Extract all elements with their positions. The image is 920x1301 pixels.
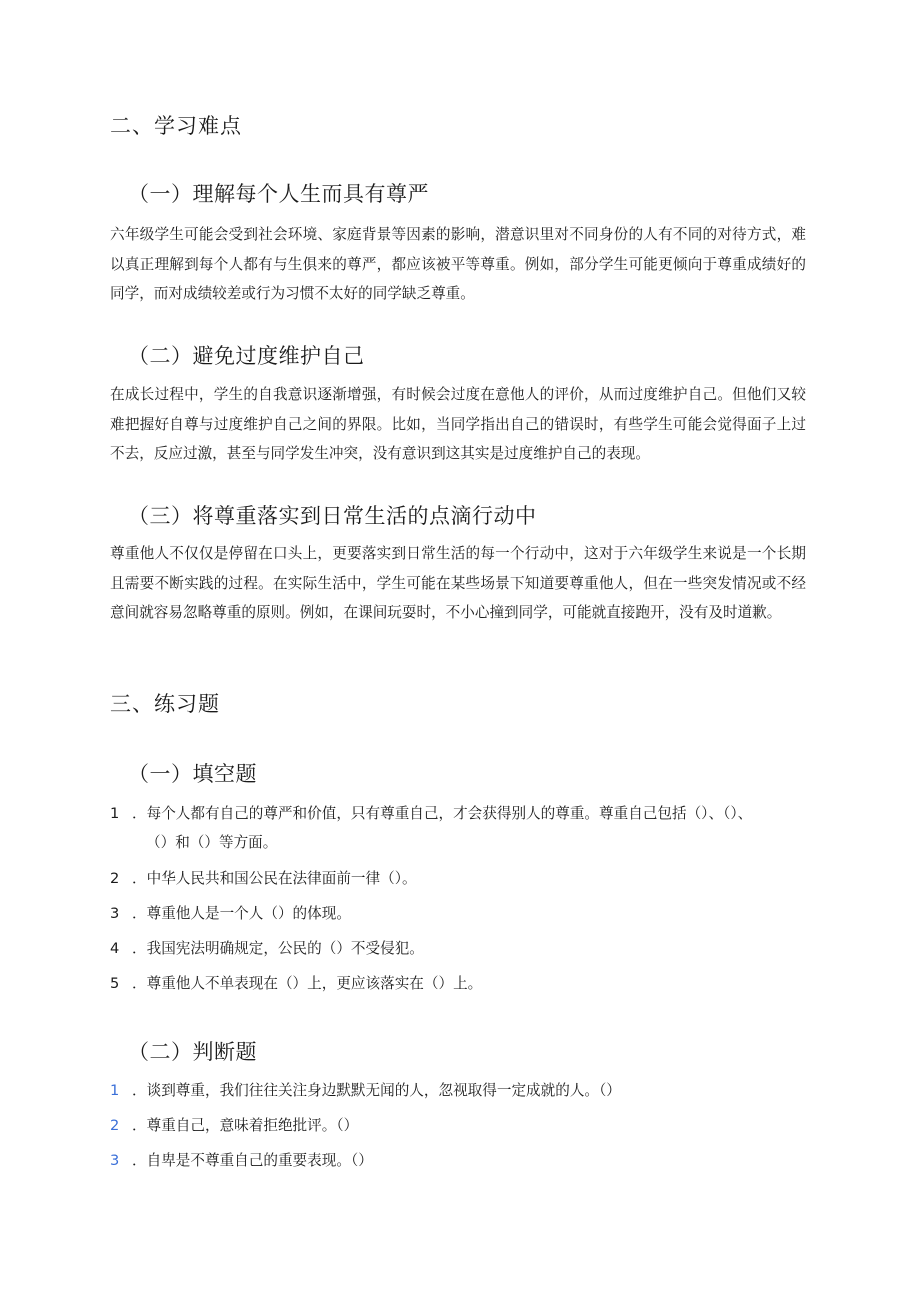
subsection-title-2: （二）避免过度维护自己 xyxy=(128,344,365,368)
item-number: 2 xyxy=(110,870,120,887)
item-number: 4 xyxy=(110,940,120,957)
item-text: ．尊重他人不单表现在（）上，更应该落实在（）上。 xyxy=(132,975,483,992)
item-text-continued: （）和（）等方面。 xyxy=(146,834,278,851)
true-false-title: （二）判断题 xyxy=(128,1040,257,1064)
fill-blank-item xyxy=(110,864,806,893)
item-number: 5 xyxy=(110,975,120,992)
item-text: ．自卑是不尊重自己的重要表现。（） xyxy=(132,1152,373,1169)
true-false-item xyxy=(110,1111,806,1140)
subsection-body-2: 在成长过程中，学生的自我意识逐渐增强，有时候会过度在意他人的评价，从而过度维护自己。但他们又较难把握好自尊与过度维护自己之间的界限。比如，当同学指出自己的错误时，有些学生可能会觉得面子上过不去，反应过激，甚至与同学发生冲突，没有意识到这其实是过度维护自己的表现。 xyxy=(110,386,806,462)
item-number: 3 xyxy=(110,905,120,922)
subsection-title-3: （三）将尊重落实到日常生活的点滴行动中 xyxy=(128,504,537,528)
fill-blank-item xyxy=(110,799,806,857)
fill-blank-item xyxy=(110,934,806,963)
item-number: 1 xyxy=(110,805,120,822)
item-text: ．谈到尊重，我们往往关注身边默默无闻的人，忽视取得一定成就的人。（） xyxy=(132,1082,621,1099)
subsection-body-1: 六年级学生可能会受到社会环境、家庭背景等因素的影响，潜意识里对不同身份的人有不同的对待方式，难以真正理解到每个人都有与生俱来的尊严，都应该被平等尊重。例如，部分学生可能更倾向于尊重成绩好的同学，而对成绩较差或行为习惯不太好的同学缺乏尊重。 xyxy=(110,226,806,302)
subsection-body-3: 尊重他人不仅仅是停留在口头上，更要落实到日常生活的每一个行动中，这对于六年级学生来说是一个长期且需要不断实践的过程。在实际生活中，学生可能在某些场景下知道要尊重他人，但在一些突发情况或不经意间就容易忽略尊重的原则。例如，在课间玩耍时，不小心撞到同学，可能就直接跑开，没有及时道歉。 xyxy=(110,545,806,621)
item-text: ．我国宪法明确规定，公民的（）不受侵犯。 xyxy=(132,940,424,957)
fill-blank-item xyxy=(110,899,806,928)
item-text: ．中华人民共和国公民在法律面前一律（）。 xyxy=(132,870,417,887)
item-text: ．尊重自己，意味着拒绝批评。（） xyxy=(132,1117,359,1134)
item-number: 1 xyxy=(110,1082,120,1099)
section-title-difficulties: 二、学习难点 xyxy=(110,114,242,138)
subsection-title-1: （一）理解每个人生而具有尊严 xyxy=(128,182,429,206)
fill-blank-item xyxy=(110,969,806,998)
item-number: 3 xyxy=(110,1152,120,1169)
item-text: ．每个人都有自己的尊严和价值，只有尊重自己，才会获得别人的尊重。尊重自己包括（）、（）、 xyxy=(132,805,753,822)
item-number: 2 xyxy=(110,1117,120,1134)
section-title-exercises: 三、练习题 xyxy=(110,692,220,716)
item-text: ．尊重他人是一个人（）的体现。 xyxy=(132,905,351,922)
true-false-item xyxy=(110,1146,806,1175)
fill-blank-title: （一）填空题 xyxy=(128,762,257,786)
true-false-item xyxy=(110,1076,806,1105)
